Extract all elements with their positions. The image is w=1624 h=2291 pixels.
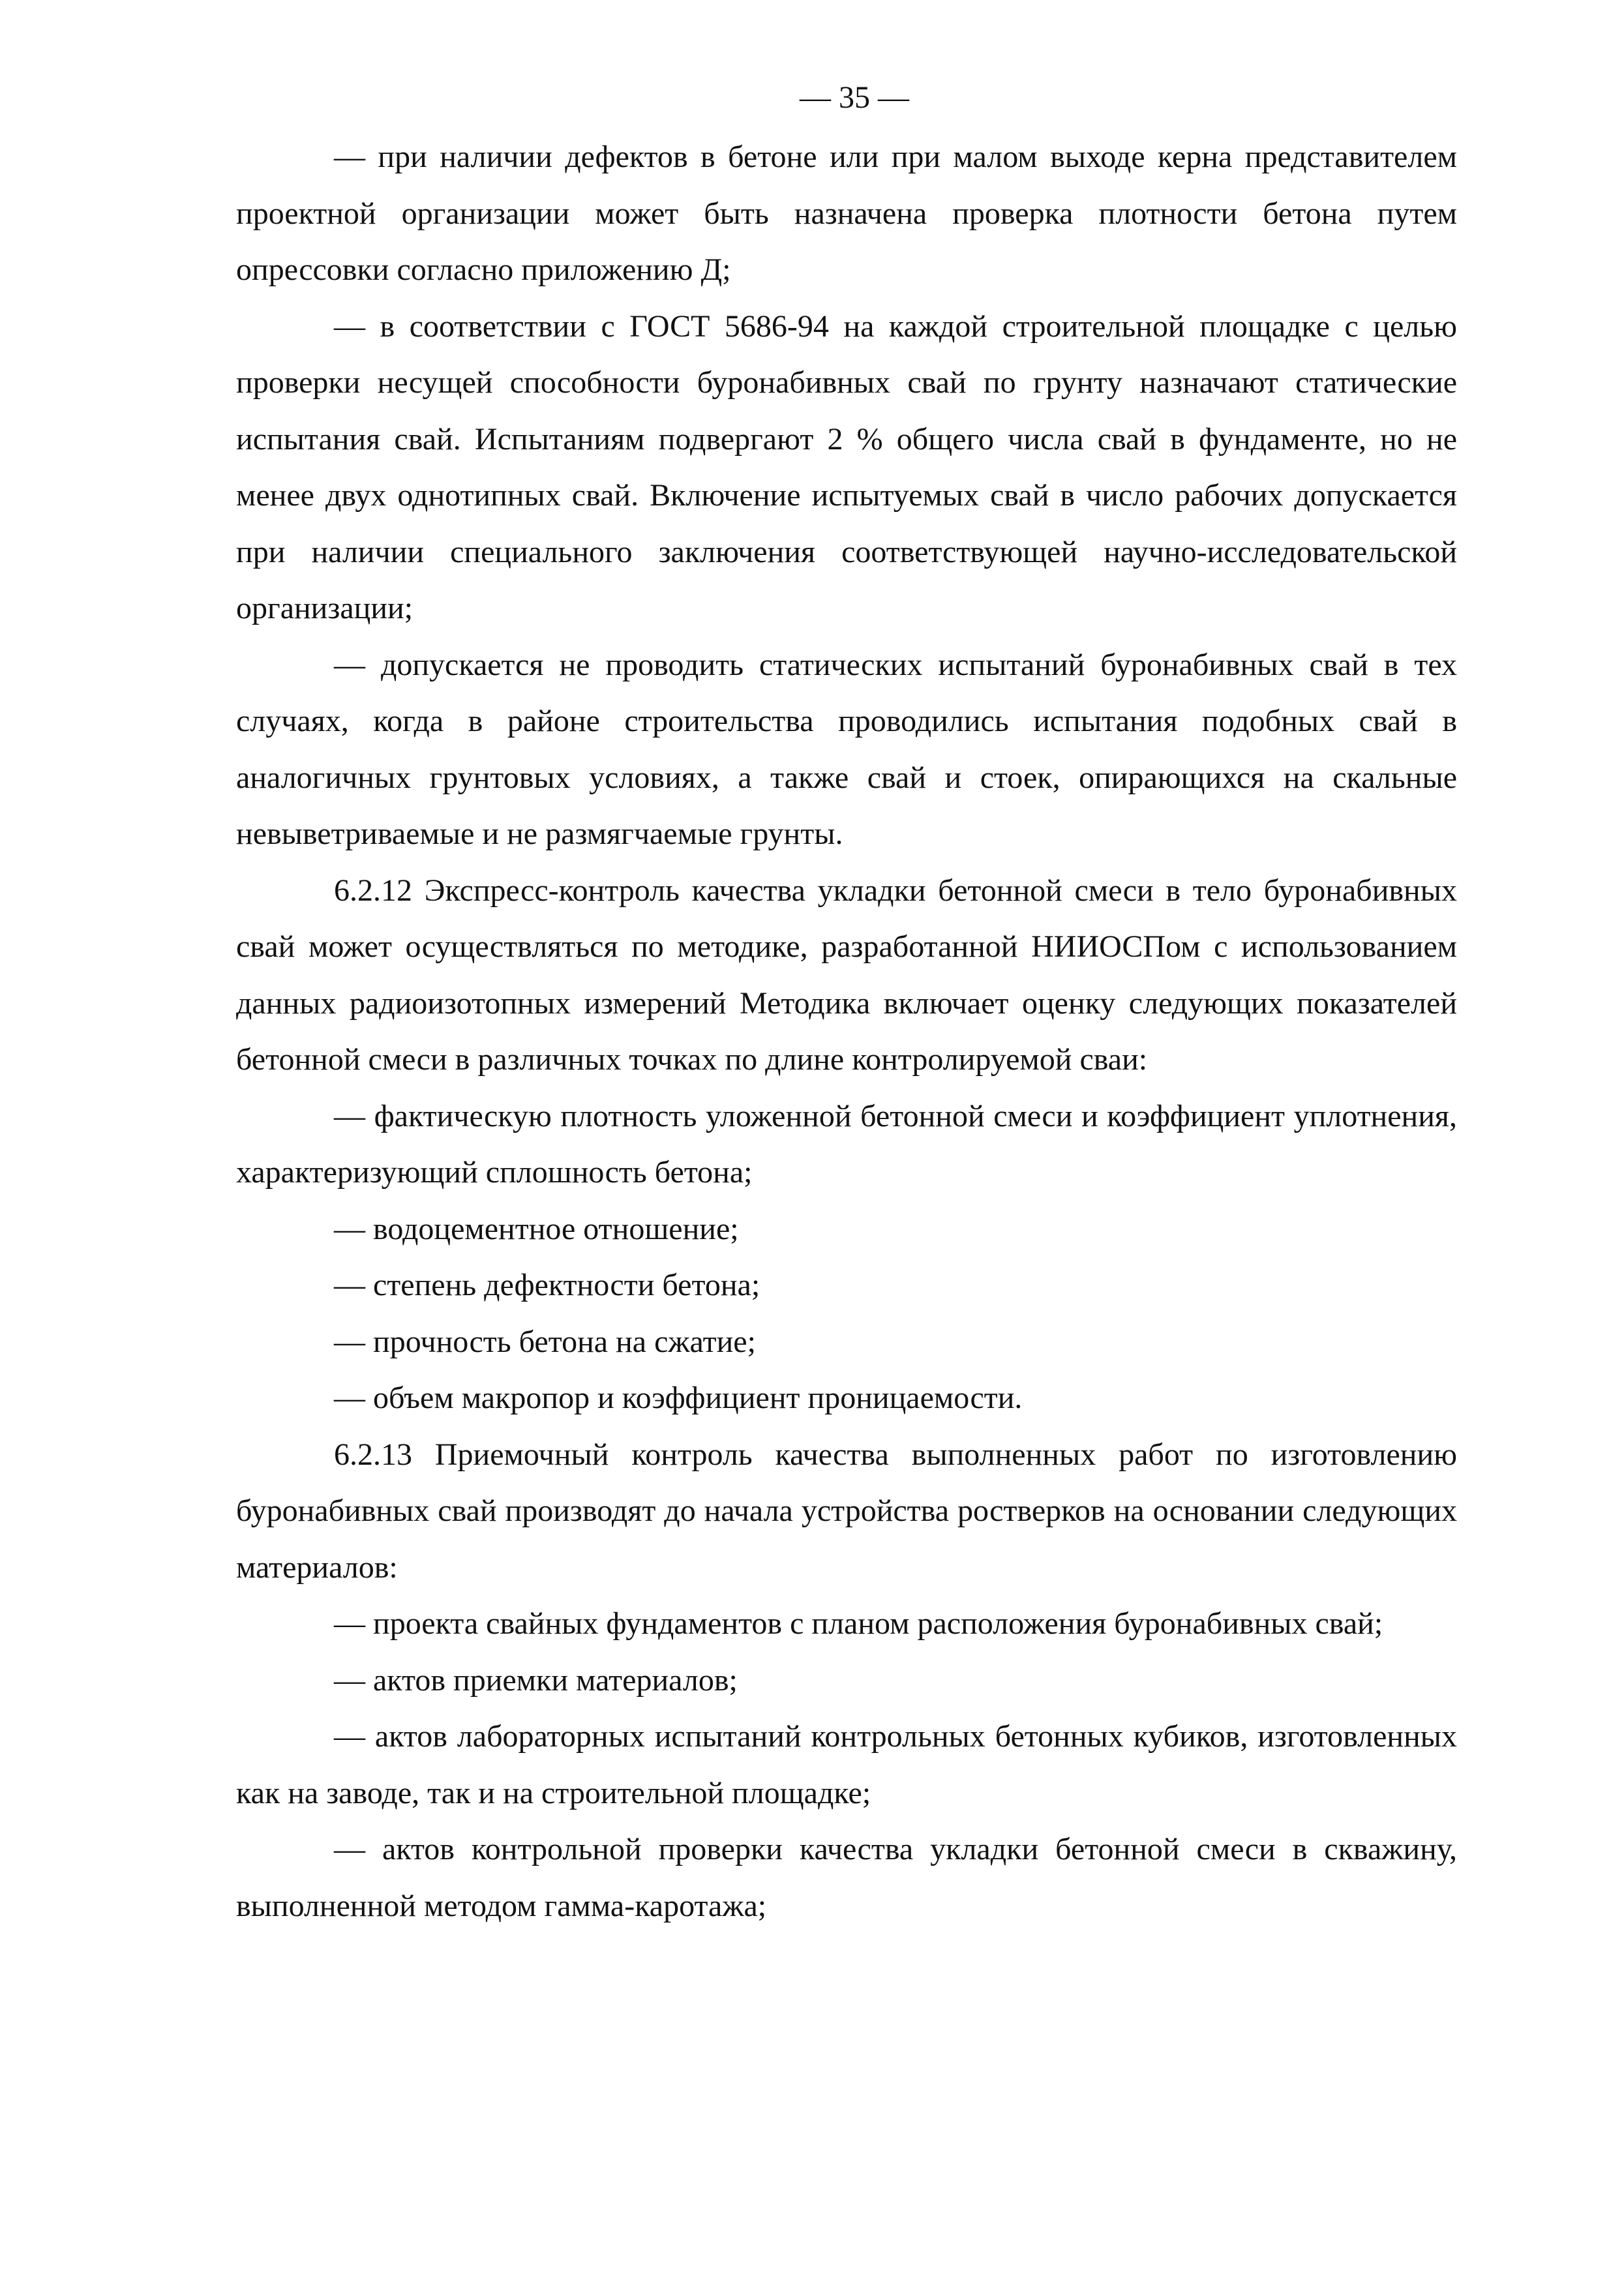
paragraph-core-defects: — при наличии дефектов в бетоне или при малом выходе керна представителем проектной организации может быть назначена проверка плотности бетона путем опрессовки согласно приложению Д; <box>236 140 1457 287</box>
paragraph-6-2-12: 6.2.12 Экспресс-контроль качества укладки бетонной смеси в тело буронабивных свай может осуществляться по методике, разработанной НИИОСПом с использованием данных радиоизотопных измерений Методика включает оценку следующих показателей бетонной смеси в различных точках по длине контролируемой сваи: <box>236 873 1457 1077</box>
list-item-density: — фактическую плотность уложенной бетонной смеси и коэффициент уплотнения, характеризующий сплошность бетона; <box>236 1098 1465 1190</box>
list-item-materials-acts: — актов приемки материалов; <box>334 1662 738 1698</box>
document-page <box>236 78 1465 1934</box>
list-item-project: — проекта свайных фундаментов с планом расположения буронабивных свай; <box>334 1606 1383 1641</box>
paragraph-no-static-tests: — допускается не проводить статических испытаний буронабивных свай в тех случаях, когда в районе строительства проводились испытания подобных свай в аналогичных грунтовых условиях, а также свай и стоек, опирающихся на скальные невыветриваемые и не размягчаемые грунты. <box>236 647 1457 851</box>
list-item-defects: — степень дефектности бетона; <box>334 1268 760 1302</box>
list-item-macropores: — объем макропор и коэффициент проницаемости. <box>334 1381 1023 1415</box>
paragraph-static-tests: — в соответствии с ГОСТ 5686-94 на каждой строительной площадке с целью проверки несущей способности буронабивных свай по грунту назначают статические испытания свай. Испытаниям подвергают 2 % общего числа свай в фундаменте, но не менее двух однотипных свай. Включение испытуемых свай в число рабочих допускается при наличии специального заключения соответствующей научно-исследовательской организации; <box>236 308 1457 625</box>
list-item-strength: — прочность бетона на сжатие; <box>334 1324 756 1359</box>
page-number: — 35 — <box>800 80 909 115</box>
list-item-water-cement: — водоцементное отношение; <box>334 1211 739 1246</box>
paragraph-6-2-13: 6.2.13 Приемочный контроль качества выполненных работ по изготовлению буронабивных свай производят до начала устройства ростверков на основании следующих материалов: <box>236 1437 1457 1585</box>
list-item-gamma-logging: — актов контрольной проверки качества укладки бетонной смеси в скважину, выполненной методом гамма-каротажа; <box>236 1832 1465 1923</box>
list-item-lab-tests: — актов лабораторных испытаний контрольных бетонных кубиков, изготовленных как на заводе, так и на строительной площадке; <box>236 1719 1465 1810</box>
